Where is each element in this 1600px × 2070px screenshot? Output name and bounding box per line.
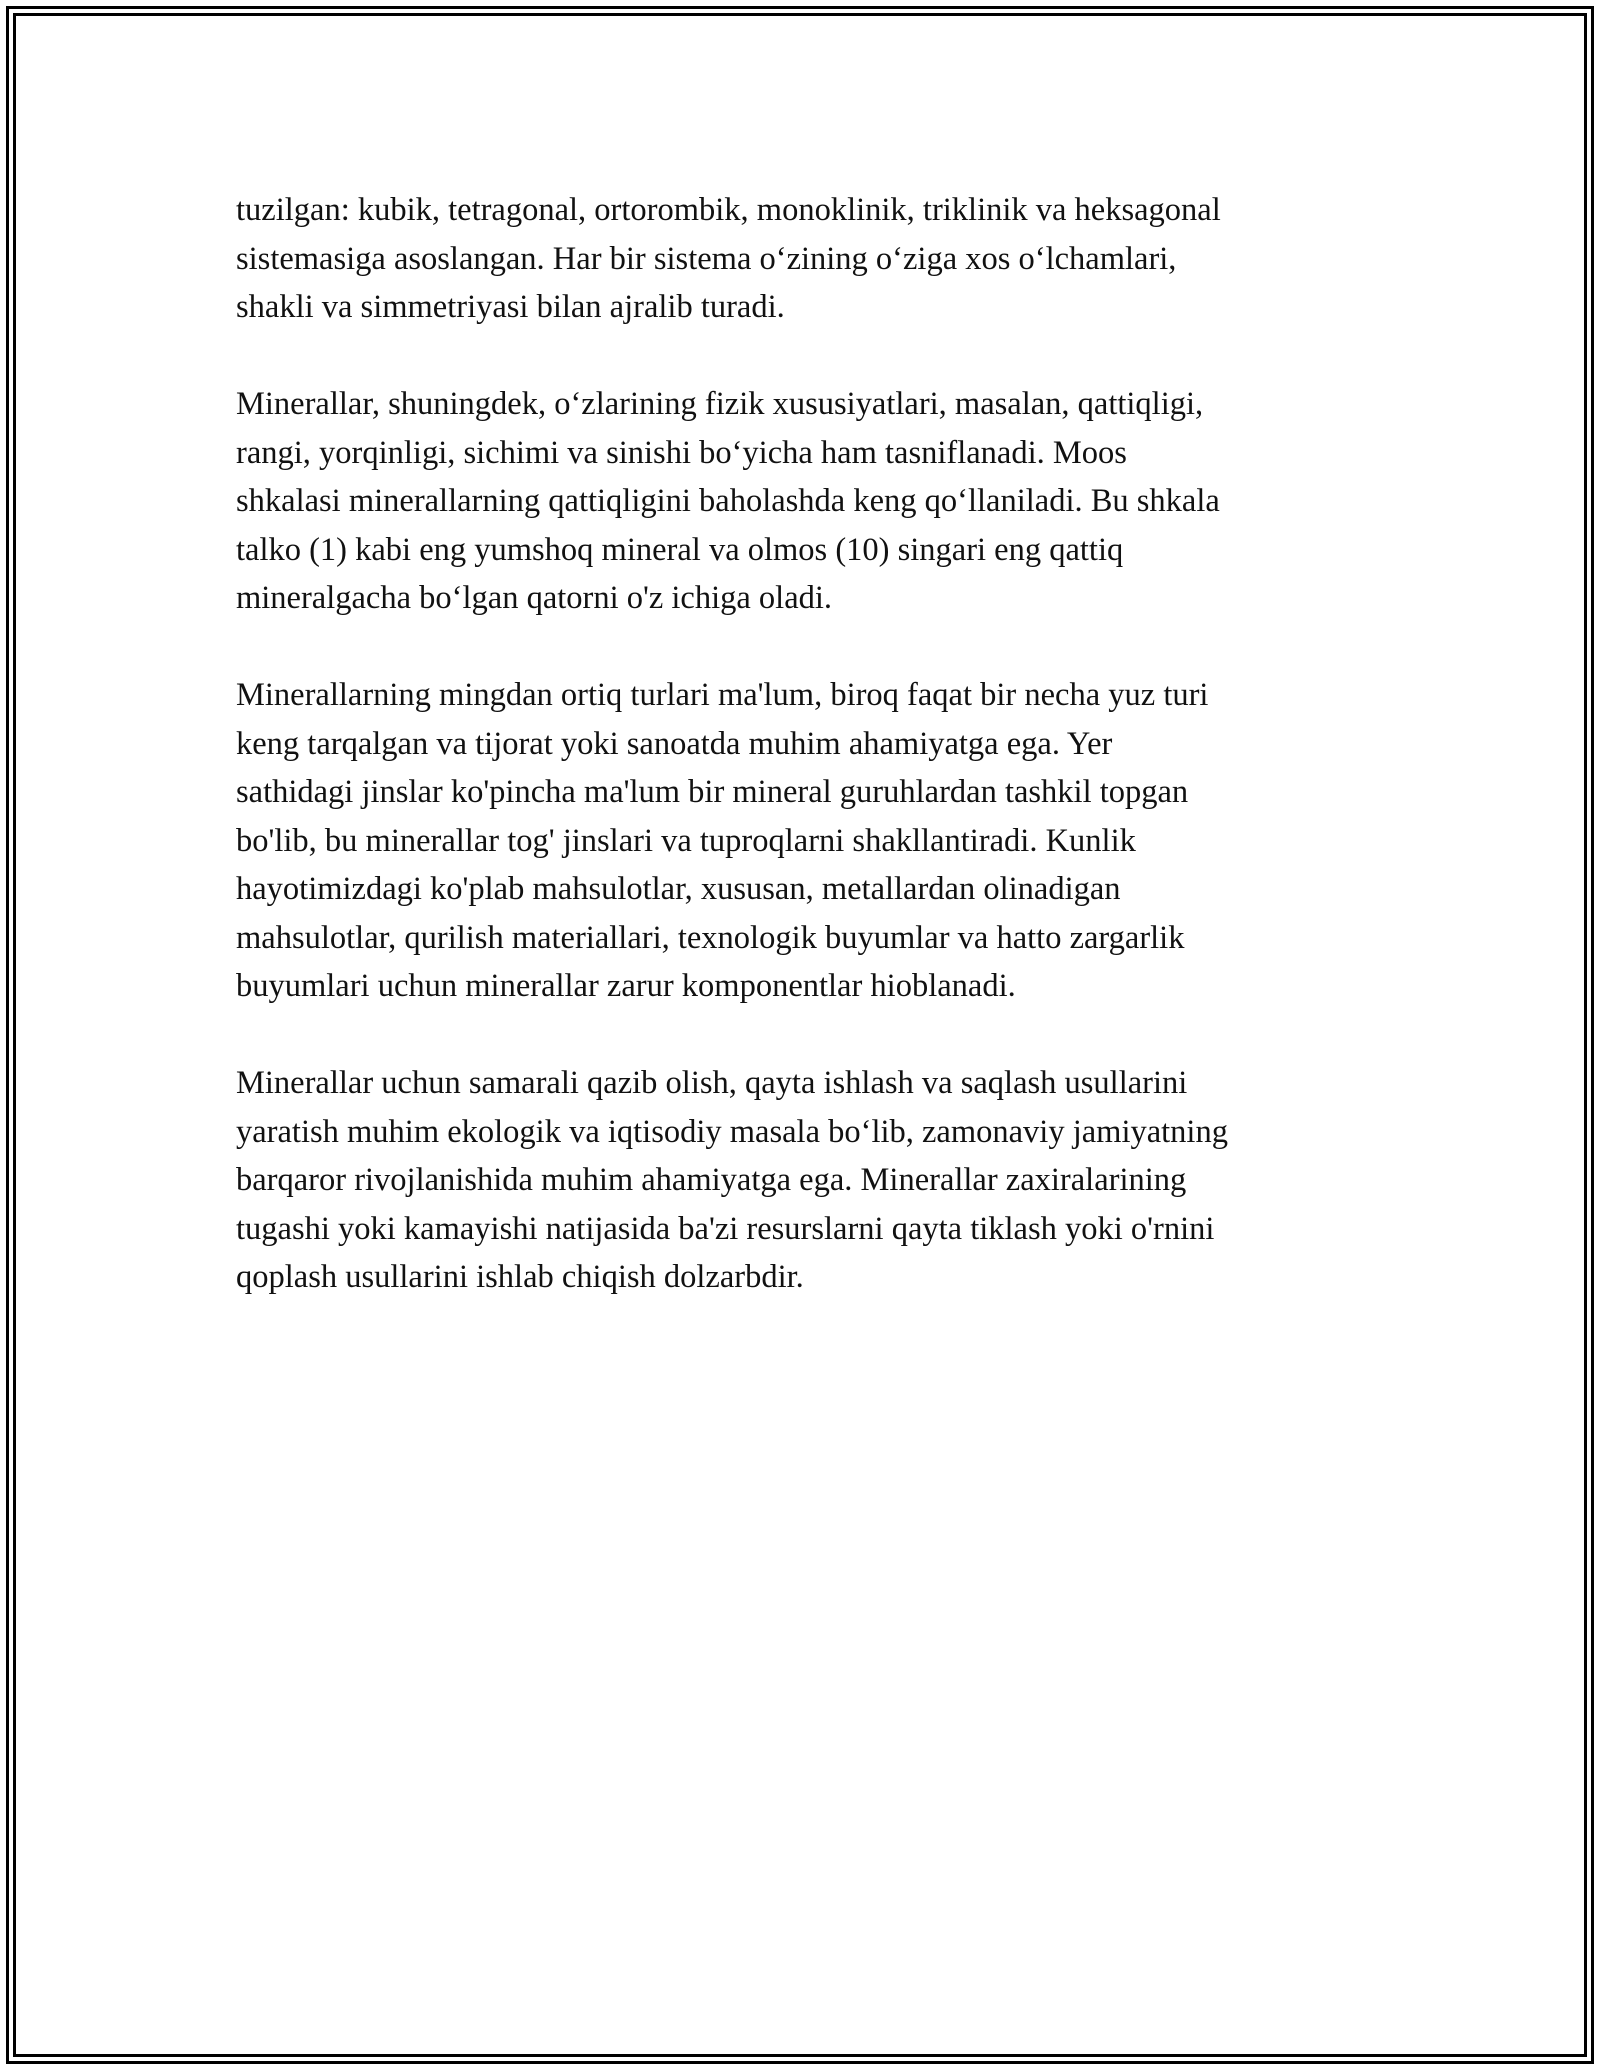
paragraph-physical-properties: Minerallar, shuningdek, o‘zlarining fizik xususiyatlari, masalan, qattiqligi, rangi, yorqinligi, sichimi va sinishi bo‘yicha ham tasniflanadi. Moos shkalasi minerallarning qattiqligini baholashda keng qo‘llaniladi. Bu shkala talko (1) kabi eng yumshoq mineral va olmos (10) singari eng qattiq mineralgacha bo‘lgan qatorni o'z ichiga oladi.: [236, 386, 1220, 616]
paragraph-crystal-systems: tuzilgan: kubik, tetragonal, ortorombik, monoklinik, triklinik va heksagonal sistemasiga asoslangan. Har bir sistema o‘zining o‘ziga xos o‘lchamlari, shakli va simmetriyasi bilan ajralib turadi.: [236, 192, 1221, 325]
paragraph-mining-methods: Minerallar uchun samarali qazib olish, qayta ishlash va saqlash usullarini yaratish muhim ekologik va iqtisodiy masala bo‘lib, zamonaviy jamiyatning barqaror rivojlanishida muhim ahamiyatga ega. Minerallar zaxiralarining tugashi yoki kamayishi natijasida ba'zi resurslarni qayta tiklash yoki o'rnini qoplash usullarini ishlab chiqish dolzarbdir.: [236, 1065, 1228, 1295]
paragraph-mineral-types: Minerallarning mingdan ortiq turlari ma'lum, biroq faqat bir necha yuz turi keng tarqalgan va tijorat yoki sanoatda muhim ahamiyatga ega. Yer sathidagi jinslar ko'pincha ma'lum bir mineral guruhlardan tashkil topgan bo'lib, bu minerallar tog' jinslari va tuproqlarni shakllantiradi. Kunlik hayotimizdagi ko'plab mahsulotlar, xususan, metallardan olinadigan mahsulotlar, qurilish materiallari, texnologik buyumlar va hatto zargarlik buyumlari uchun minerallar zarur komponentlar hioblanadi.: [236, 677, 1209, 1004]
document-body: [236, 186, 1366, 1350]
